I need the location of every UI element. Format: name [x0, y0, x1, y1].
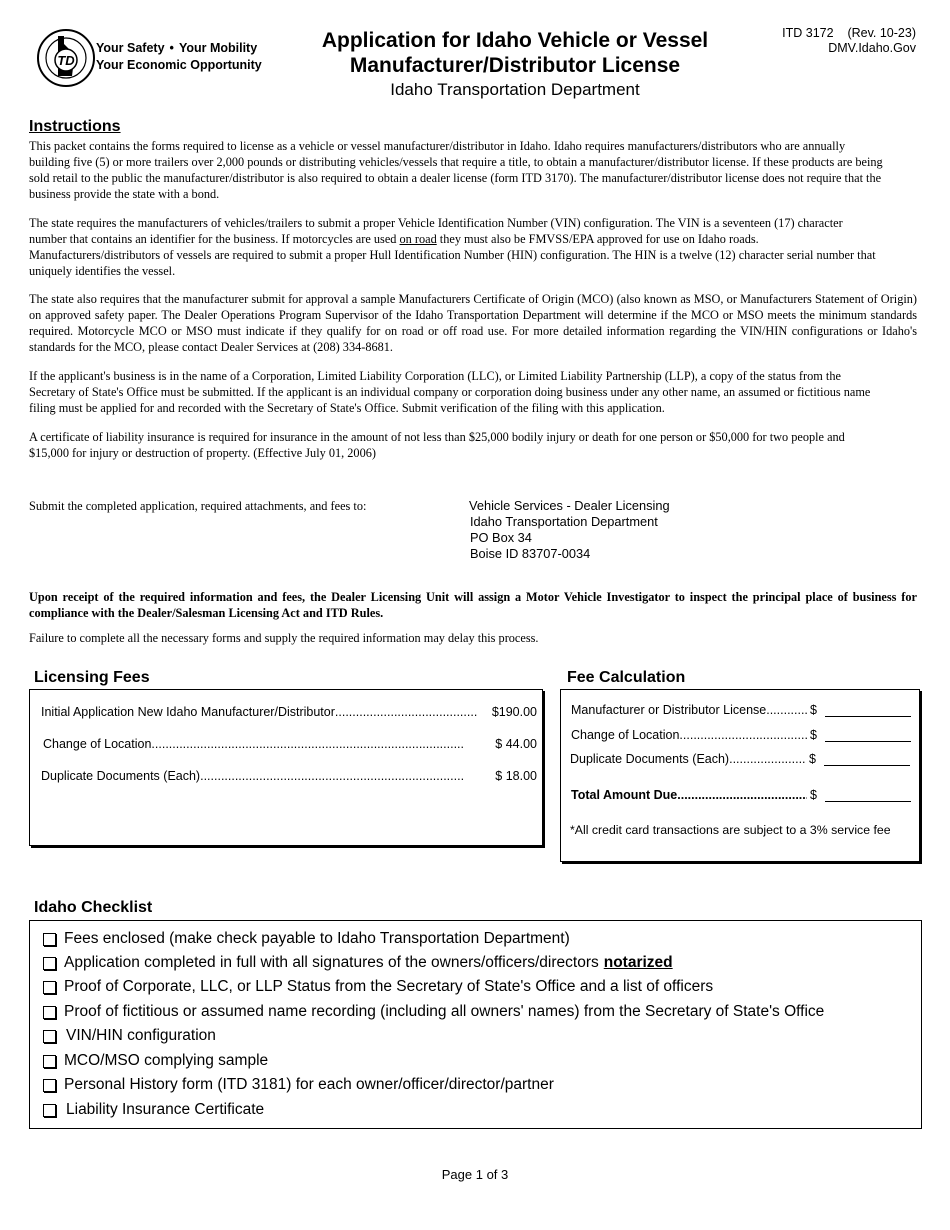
checkbox[interactable]: [43, 1079, 56, 1092]
fee-amount: $ 44.00: [495, 737, 537, 751]
inspection-notice: Upon receipt of the required information and fees, the Dealer Licensing Unit will assign a Motor Vehicle Investigator to inspect the principal place of business for compliance with the Dealer/Salesman Licensing Act and ITD Rules.: [29, 590, 917, 620]
checklist-item-corporate-status: Proof of Corporate, LLC, or LLP Status from the Secretary of State's Office and a list of officers: [43, 978, 713, 996]
licensing-fees-box: [29, 689, 543, 846]
checklist-item-personal-history: Personal History form (ITD 3181) for each owner/officer/director/partner: [43, 1076, 554, 1094]
tagline-dot: •: [169, 41, 174, 55]
checklist-item-insurance: Liability Insurance Certificate: [43, 1101, 264, 1119]
calc-row-duplicate: Duplicate Documents (Each) ..... $: [570, 751, 910, 766]
checkbox[interactable]: [43, 1055, 56, 1068]
fee-amount: $ 18.00: [495, 769, 537, 783]
calc-row-license: Manufacturer or Distributor License ..... $: [571, 702, 911, 717]
duplicate-amount-field[interactable]: [824, 751, 910, 766]
checklist-heading: Idaho Checklist: [34, 899, 153, 916]
logo-letters: TD: [57, 53, 75, 68]
tagline-economic: Your Economic Opportunity: [96, 58, 262, 72]
notarized-emphasis: notarized: [603, 954, 673, 971]
checklist-item-fictitious-name: Proof of fictitious or assumed name recording (including all owners' names) from the Secretary of State's Office: [43, 1003, 824, 1021]
submit-label: Submit the completed application, required attachments, and fees to:: [29, 499, 367, 513]
total-amount-field[interactable]: [825, 787, 911, 802]
instructions-paragraph-2: The state requires the manufacturers of vehicles/trailers to submit a proper Vehicle Identification Number (VIN) configuration. The VIN is a seventeen (17) character number that contains an identifier for the business. If motorcycles are used on road they must also be FMVSS/EPA approved for use on Idaho roads. Manufacturers/distributors of vessels are required to submit a proper Hull Identification Number (HIN) configuration. The HIN is a twelve (12) character serial number that uniquely identifies the vessel.: [29, 216, 876, 278]
instructions-paragraph-3: The state also requires that the manufacturer submit for approval a sample Manufacturers Certificate of Origin (MCO) (also known as MSO, or Manufacturers Statement of Origin) on approved safety paper. The Dealer Operations Program Supervisor of the Idaho Transportation Department will determine if the MCO or MSO meets the minimum standards required. Motorcycle MCO or MSO must indicate if they qualify for on road or off road use. For more detailed information regarding the VIN/HIN configurations or Idaho's standards for the MCO, please contact Dealer Services at (208) 334-8681.: [29, 292, 917, 354]
instructions-heading: Instructions: [29, 118, 121, 135]
page-title: [290, 28, 740, 78]
checkbox[interactable]: [43, 1030, 56, 1043]
tagline: [96, 40, 262, 74]
change-location-amount-field[interactable]: [825, 727, 911, 742]
instructions-paragraph-4: If the applicant's business is in the name of a Corporation, Limited Liability Corporation (LLC), or Limited Liability Partnership (LLP), a copy of the status from the Secretary of State's Office must be submitted. If the applicant is an individual company or corporation doing business under any other name, an assumed or fictitious name filing must be applied for and recorded with the Secretary of State's Office. Submit verification of the filing with this application.: [29, 369, 871, 415]
fee-calculation-box: [560, 689, 920, 862]
checklist-box: [29, 920, 922, 1129]
checkbox[interactable]: [43, 957, 56, 970]
form-number: ITD 3172 (Rev. 10-23): [782, 26, 916, 40]
checkbox[interactable]: [43, 933, 56, 946]
tagline-safety: Your Safety: [96, 41, 165, 55]
license-amount-field[interactable]: [825, 702, 911, 717]
checklist-item-vin-hin: VIN/HIN configuration: [43, 1027, 216, 1045]
checklist-item-fees: Fees enclosed (make check payable to Idaho Transportation Department): [43, 930, 570, 948]
fee-calculation-heading: Fee Calculation: [567, 669, 686, 686]
form-identifier: [782, 26, 916, 56]
checkbox[interactable]: [43, 981, 56, 994]
instructions-paragraph-1: This packet contains the forms required to license as a vehicle or vessel manufacturer/distributor in Idaho. Idaho requires manufacturers/distributors who are annually building five (5) or more trailers over 2,000 pounds or distributing vehicles/vessels that require a title, to obtain a manufacturer/distributor license. If these products are being sold retail to the public the manufacturer/distributor is also required to obtain a dealer license (form ITD 3170). The manufacturer/distributor license does not require that the business provide the state with a bond.: [29, 139, 883, 201]
address-line-1: Vehicle Services - Dealer Licensing: [469, 498, 670, 513]
fee-amount: $190.00: [491, 705, 537, 719]
address-line-3: PO Box 34: [470, 530, 532, 545]
checklist-item-mco-mso: MCO/MSO complying sample: [43, 1052, 268, 1070]
fee-row-initial: Initial Application New Idaho Manufacturer/Distributor ..... $190.00: [41, 705, 537, 719]
title-line-1: Application for Idaho Vehicle or Vessel: [321, 29, 709, 52]
address-line-4: Boise ID 83707-0034: [470, 546, 591, 561]
checkbox[interactable]: [43, 1006, 56, 1019]
itd-logo: [36, 26, 96, 90]
failure-notice: Failure to complete all the necessary forms and supply the required information may delay this process.: [29, 631, 539, 645]
website: DMV.Idaho.Gov: [828, 41, 916, 55]
fee-row-change-location: Change of Location ..... $ 44.00: [43, 737, 537, 751]
fee-row-duplicate: Duplicate Documents (Each) ..... $ 18.00: [41, 769, 537, 783]
on-road-emphasis: on road: [399, 232, 437, 246]
address-line-2: Idaho Transportation Department: [470, 514, 658, 529]
department-subtitle: Idaho Transportation Department: [390, 80, 640, 99]
licensing-fees-heading: Licensing Fees: [34, 669, 150, 686]
tagline-mobility: Your Mobility: [178, 41, 258, 55]
credit-card-note: *All credit card transactions are subject to a 3% service fee: [570, 823, 891, 837]
checkbox[interactable]: [43, 1104, 56, 1117]
calc-row-total: Total Amount Due ..... $: [571, 787, 911, 802]
instructions-paragraph-5: A certificate of liability insurance is required for insurance in the amount of not less than $25,000 bodily injury or death for one person or $50,000 for two people and $15,000 for injury or destruction of property. (Effective July 01, 2006): [29, 430, 845, 460]
checklist-item-application: Application completed in full with all signatures of the owners/officers/directors notarized: [43, 954, 673, 972]
title-line-2: Manufacturer/Distributor License: [349, 54, 681, 77]
page-number: Page 1 of 3: [441, 1167, 509, 1182]
calc-row-change-location: Change of Location ..... $: [571, 727, 911, 742]
mailing-address: [470, 498, 670, 562]
